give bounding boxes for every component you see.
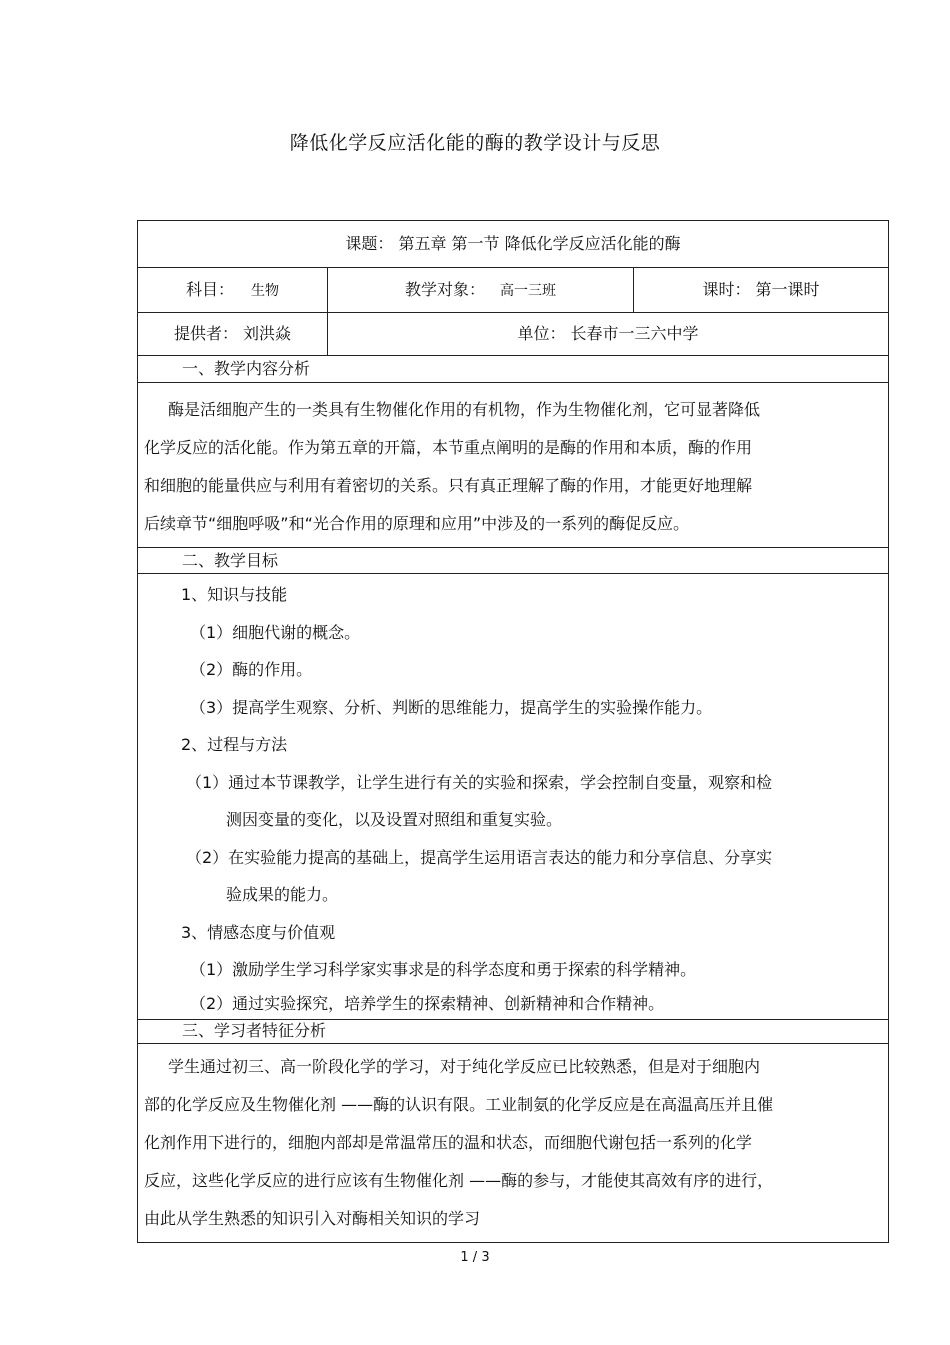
- topic-cell: 课题： 第五章 第一节 降低化学反应活化能的酶: [138, 221, 889, 268]
- section-body-row: [138, 574, 889, 1020]
- section-heading-row: [138, 1019, 889, 1043]
- goal-item: （1）激励学生学习科学家实事求是的科学态度和勇于探索的科学精神。: [190, 960, 697, 979]
- subject-label: 科目：: [185, 280, 234, 299]
- goal-item: （3）提高学生观察、分析、判断的思维能力，提高学生的实验操作能力。: [190, 697, 713, 717]
- paragraph-line: 后续章节“细胞呼吸”和“光合作用的原理和应用”中涉及的一系列的酶促反应。: [144, 514, 690, 533]
- paragraph-line: 化剂作用下进行的，细胞内部却是常温常压的温和状态，而细胞代谢包括一系列的化学: [144, 1132, 753, 1152]
- document-title: 降低化学反应活化能的酶的教学设计与反思: [289, 132, 661, 154]
- goal-item-continued: 验成果的能力。: [226, 885, 339, 904]
- paragraph-line: 由此从学生熟悉的知识引入对酶相关知识的学习: [144, 1208, 481, 1228]
- goal-heading: 2、过程与方法: [181, 735, 288, 754]
- section3-body: [138, 1043, 889, 1242]
- section2-heading: 二、教学目标: [138, 548, 889, 574]
- audience-label: 教学对象：: [404, 280, 485, 299]
- goal-item: （1）通过本节课教学，让学生进行有关的实验和探索，学会控制自变量，观察和检: [186, 772, 773, 792]
- goal-heading: 3、情感态度与价值观: [181, 922, 336, 942]
- subject-cell: [138, 268, 328, 313]
- goal-item-continued: 测因变量的变化，以及设置对照组和重复实验。: [226, 810, 563, 829]
- section1-heading: 一、教学内容分析: [138, 356, 889, 383]
- section1-body: [138, 383, 889, 548]
- section3-heading: 三、学习者特征分析: [138, 1019, 889, 1043]
- section-body-row: [138, 1043, 889, 1242]
- subject-value: 生物: [251, 283, 280, 299]
- paragraph-line: 酶是活细胞产生的一类具有生物催化作用的有机物，作为生物催化剂，它可显著降低: [168, 400, 761, 419]
- period-cell: 课时： 第一课时: [634, 268, 889, 313]
- info-row: [138, 268, 889, 313]
- goal-item: （2）酶的作用。: [190, 660, 313, 679]
- provider-cell: 提供者： 刘洪焱: [138, 313, 328, 356]
- paragraph-line: 学生通过初三、高一阶段化学的学习，对于纯化学反应已比较熟悉，但是对于细胞内: [168, 1056, 761, 1076]
- section-heading-row: [138, 548, 889, 574]
- section2-body: [138, 574, 889, 1020]
- paragraph-line: 反应，这些化学反应的进行应该有生物催化剂 ——酶的参与，才能使其高效有序的进行，: [144, 1170, 774, 1190]
- goal-item: （2）在实验能力提高的基础上，提高学生运用语言表达的能力和分享信息、分享实: [186, 847, 773, 867]
- paragraph-line: 和细胞的能量供应与利用有着密切的关系。只有真正理解了酶的作用，才能更好地理解: [144, 476, 753, 495]
- goal-item: （1）细胞代谢的概念。: [190, 622, 361, 642]
- paragraph-line: 部的化学反应及生物催化剂 ——酶的认识有限。工业制氨的化学反应是在高温高压并且催: [144, 1094, 774, 1114]
- paragraph-line: 化学反应的活化能。作为第五章的开篇，本节重点阐明的是酶的作用和本质，酶的作用: [144, 438, 753, 457]
- goal-heading: 1、知识与技能: [181, 585, 288, 604]
- audience-cell: [328, 268, 634, 313]
- section-body-row: [138, 383, 889, 548]
- provider-row: [138, 313, 889, 356]
- unit-cell: 单位： 长春市一三六中学: [328, 313, 889, 356]
- section-heading-row: [138, 356, 889, 383]
- topic-row: [138, 221, 889, 268]
- goal-item: （2）通过实验探究，培养学生的探索精神、创新精神和合作精神。: [190, 993, 665, 1013]
- page-number: 1 / 3: [460, 1250, 490, 1265]
- audience-value: 高一三班: [500, 283, 557, 299]
- lesson-plan-table: [137, 220, 889, 1243]
